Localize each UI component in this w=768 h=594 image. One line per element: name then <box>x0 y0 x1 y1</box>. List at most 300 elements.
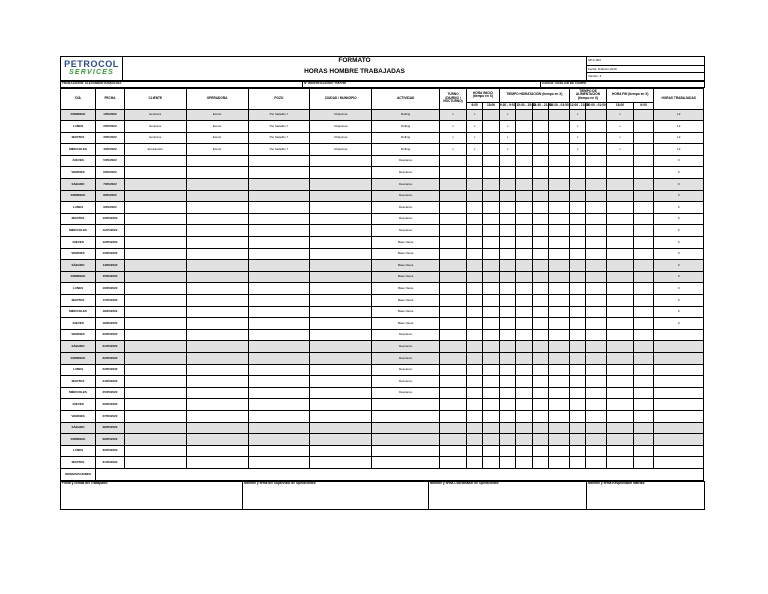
cell-hi2[interactable] <box>483 387 499 399</box>
cell-operadora[interactable] <box>186 410 248 422</box>
cell-hi2[interactable] <box>483 376 499 388</box>
cell-hi2[interactable] <box>483 225 499 237</box>
cell-ta2[interactable] <box>586 225 607 237</box>
cell-ta2[interactable] <box>586 179 607 191</box>
cell-turno[interactable] <box>440 167 467 179</box>
cell-operadora[interactable] <box>186 352 248 364</box>
cell-th2[interactable] <box>516 422 532 434</box>
cell-operadora[interactable] <box>186 283 248 295</box>
cell-th3[interactable] <box>532 457 548 469</box>
cell-hf1[interactable] <box>607 179 634 191</box>
cell-actividad[interactable]: Descanso <box>372 329 440 341</box>
cell-hf2[interactable] <box>633 329 654 341</box>
cell-th3[interactable] <box>532 410 548 422</box>
cell-ciudad[interactable] <box>310 248 372 260</box>
cell-turno[interactable] <box>440 445 467 457</box>
cell-hi1[interactable] <box>466 410 482 422</box>
cell-th1[interactable] <box>499 318 515 330</box>
cell-hf1[interactable] <box>607 352 634 364</box>
cell-turno[interactable] <box>440 434 467 446</box>
cell-pozo[interactable]: Pto Saladito 7 <box>248 132 310 144</box>
cell-actividad[interactable]: Rolling <box>372 109 440 121</box>
cell-th3[interactable] <box>532 225 548 237</box>
cell-hf1[interactable] <box>607 271 634 283</box>
cell-pozo[interactable] <box>248 422 310 434</box>
cell-hf2[interactable] <box>633 155 654 167</box>
cell-horas[interactable]: 0 <box>654 179 704 191</box>
cell-ciudad[interactable] <box>310 364 372 376</box>
cell-turno[interactable] <box>440 410 467 422</box>
cell-th1[interactable] <box>499 295 515 307</box>
cell-hf1[interactable] <box>607 329 634 341</box>
cell-pozo[interactable] <box>248 260 310 272</box>
cell-hf2[interactable] <box>633 283 654 295</box>
cell-th4[interactable] <box>549 283 570 295</box>
cell-turno[interactable] <box>440 237 467 249</box>
cell-pozo[interactable] <box>248 434 310 446</box>
cell-hi1[interactable] <box>466 445 482 457</box>
cell-hf1[interactable] <box>607 190 634 202</box>
cell-ta2[interactable] <box>586 283 607 295</box>
cell-hf1[interactable] <box>607 283 634 295</box>
cell-th4[interactable] <box>549 376 570 388</box>
cell-hf1[interactable]: x <box>607 132 634 144</box>
cell-hi2[interactable] <box>483 144 499 156</box>
cell-actividad[interactable]: Base Neiva <box>372 260 440 272</box>
cell-ta2[interactable] <box>586 329 607 341</box>
cell-th3[interactable] <box>532 155 548 167</box>
cell-cliente[interactable] <box>124 283 186 295</box>
cell-hf1[interactable]: x <box>607 121 634 133</box>
cell-pozo[interactable] <box>248 225 310 237</box>
cell-horas[interactable] <box>654 410 704 422</box>
cell-pozo[interactable] <box>248 283 310 295</box>
cell-actividad[interactable]: Descanso <box>372 387 440 399</box>
cell-th3[interactable] <box>532 213 548 225</box>
cell-operadora[interactable] <box>186 376 248 388</box>
cell-hi2[interactable] <box>483 248 499 260</box>
cell-th2[interactable] <box>516 155 532 167</box>
cell-operadora[interactable] <box>186 399 248 411</box>
cell-th2[interactable] <box>516 295 532 307</box>
cell-horas[interactable] <box>654 364 704 376</box>
cell-turno[interactable] <box>440 283 467 295</box>
cell-horas[interactable]: 12 <box>654 132 704 144</box>
cell-hf2[interactable] <box>633 434 654 446</box>
cell-th3[interactable] <box>532 202 548 214</box>
cell-hi2[interactable] <box>483 179 499 191</box>
cell-th1[interactable] <box>499 283 515 295</box>
cell-turno[interactable] <box>440 179 467 191</box>
cell-turno[interactable] <box>440 213 467 225</box>
cell-turno[interactable] <box>440 225 467 237</box>
cell-ta2[interactable] <box>586 318 607 330</box>
cell-th2[interactable] <box>516 399 532 411</box>
cell-ciudad[interactable]: Chiquinué <box>310 144 372 156</box>
cell-hi1[interactable] <box>466 237 482 249</box>
cell-th2[interactable] <box>516 445 532 457</box>
cell-th4[interactable] <box>549 179 570 191</box>
cell-hi2[interactable] <box>483 213 499 225</box>
cell-th2[interactable] <box>516 213 532 225</box>
cell-turno[interactable] <box>440 248 467 260</box>
cell-operadora[interactable] <box>186 306 248 318</box>
cell-horas[interactable]: 12 <box>654 109 704 121</box>
cell-hi2[interactable] <box>483 237 499 249</box>
cell-cliente[interactable] <box>124 445 186 457</box>
cell-hf2[interactable] <box>633 213 654 225</box>
cell-actividad[interactable]: Rolling <box>372 121 440 133</box>
cell-hf1[interactable]: x <box>607 144 634 156</box>
cell-hi2[interactable] <box>483 329 499 341</box>
cell-th4[interactable] <box>549 387 570 399</box>
cell-th2[interactable] <box>516 237 532 249</box>
cell-actividad[interactable]: Base Neiva <box>372 306 440 318</box>
cell-ciudad[interactable] <box>310 352 372 364</box>
cell-cliente[interactable] <box>124 202 186 214</box>
cell-pozo[interactable] <box>248 271 310 283</box>
cell-horas[interactable]: 0 <box>654 225 704 237</box>
cell-ta1[interactable] <box>569 295 585 307</box>
cell-ciudad[interactable] <box>310 341 372 353</box>
cell-th3[interactable] <box>532 237 548 249</box>
cell-ta2[interactable] <box>586 144 607 156</box>
cell-actividad[interactable]: Descanso <box>372 190 440 202</box>
cell-th4[interactable] <box>549 399 570 411</box>
cell-th1[interactable] <box>499 376 515 388</box>
cell-hf1[interactable] <box>607 318 634 330</box>
cell-turno[interactable] <box>440 295 467 307</box>
cell-hf1[interactable] <box>607 306 634 318</box>
cell-hi1[interactable] <box>466 155 482 167</box>
cell-th3[interactable] <box>532 179 548 191</box>
cell-ciudad[interactable] <box>310 306 372 318</box>
cell-th2[interactable] <box>516 202 532 214</box>
cell-th3[interactable] <box>532 352 548 364</box>
cell-ta1[interactable] <box>569 179 585 191</box>
cell-pozo[interactable] <box>248 364 310 376</box>
cell-hi1[interactable] <box>466 306 482 318</box>
cell-th2[interactable] <box>516 190 532 202</box>
cell-pozo[interactable]: Pto Saladito 7 <box>248 144 310 156</box>
cell-hf2[interactable] <box>633 422 654 434</box>
cell-operadora[interactable]: Ecoris <box>186 121 248 133</box>
cell-hf2[interactable] <box>633 364 654 376</box>
cell-hf2[interactable] <box>633 121 654 133</box>
cell-actividad[interactable]: Descanso <box>372 225 440 237</box>
cell-actividad[interactable]: Descanso <box>372 202 440 214</box>
cell-hf2[interactable] <box>633 109 654 121</box>
cell-cliente[interactable] <box>124 364 186 376</box>
cell-ta1[interactable]: x <box>569 121 585 133</box>
cell-operadora[interactable] <box>186 260 248 272</box>
cell-ta2[interactable] <box>586 271 607 283</box>
cell-ta2[interactable] <box>586 213 607 225</box>
cell-hf2[interactable] <box>633 202 654 214</box>
cell-ciudad[interactable] <box>310 213 372 225</box>
cell-operadora[interactable] <box>186 167 248 179</box>
cell-operadora[interactable] <box>186 329 248 341</box>
cell-cliente[interactable] <box>124 190 186 202</box>
cell-horas[interactable] <box>654 376 704 388</box>
cell-horas[interactable]: 0 <box>654 318 704 330</box>
cell-operadora[interactable] <box>186 364 248 376</box>
cell-ta1[interactable] <box>569 422 585 434</box>
cell-ta2[interactable] <box>586 399 607 411</box>
cell-th2[interactable] <box>516 364 532 376</box>
cell-cliente[interactable] <box>124 376 186 388</box>
cell-cliente[interactable] <box>124 271 186 283</box>
cell-pozo[interactable] <box>248 167 310 179</box>
cell-turno[interactable]: x <box>440 121 467 133</box>
cell-th2[interactable] <box>516 341 532 353</box>
cell-operadora[interactable] <box>186 213 248 225</box>
cell-hi2[interactable] <box>483 295 499 307</box>
cell-ta2[interactable] <box>586 121 607 133</box>
cell-ta2[interactable] <box>586 306 607 318</box>
cell-horas[interactable]: 0 <box>654 190 704 202</box>
cell-th2[interactable] <box>516 109 532 121</box>
cell-actividad[interactable] <box>372 457 440 469</box>
cell-th3[interactable] <box>532 329 548 341</box>
cell-ta1[interactable] <box>569 248 585 260</box>
cell-ta2[interactable] <box>586 167 607 179</box>
cell-ciudad[interactable] <box>310 271 372 283</box>
cell-th3[interactable] <box>532 144 548 156</box>
cell-hi2[interactable] <box>483 306 499 318</box>
cell-th2[interactable] <box>516 121 532 133</box>
cell-th3[interactable] <box>532 295 548 307</box>
cell-horas[interactable]: 0 <box>654 283 704 295</box>
cell-hi2[interactable] <box>483 352 499 364</box>
cell-ta2[interactable] <box>586 387 607 399</box>
cell-cliente[interactable]: Ecotrans <box>124 121 186 133</box>
cell-hi2[interactable] <box>483 283 499 295</box>
cell-th2[interactable] <box>516 225 532 237</box>
cell-pozo[interactable] <box>248 248 310 260</box>
cell-th1[interactable] <box>499 155 515 167</box>
cell-horas[interactable] <box>654 341 704 353</box>
cell-horas[interactable] <box>654 352 704 364</box>
cell-th4[interactable] <box>549 202 570 214</box>
cell-pozo[interactable] <box>248 341 310 353</box>
cell-ta1[interactable] <box>569 213 585 225</box>
cell-horas[interactable]: 0 <box>654 237 704 249</box>
cell-actividad[interactable]: Rolling <box>372 132 440 144</box>
cell-pozo[interactable]: Pto Saladito 7 <box>248 109 310 121</box>
cell-horas[interactable]: 0 <box>654 306 704 318</box>
cell-ta2[interactable] <box>586 237 607 249</box>
cell-th3[interactable] <box>532 445 548 457</box>
cell-th4[interactable] <box>549 132 570 144</box>
cell-actividad[interactable]: Rolling <box>372 144 440 156</box>
cell-th3[interactable] <box>532 318 548 330</box>
cell-th2[interactable] <box>516 248 532 260</box>
cell-hi2[interactable] <box>483 445 499 457</box>
cell-th2[interactable] <box>516 167 532 179</box>
cell-ta1[interactable] <box>569 225 585 237</box>
cell-actividad[interactable] <box>372 445 440 457</box>
cell-turno[interactable] <box>440 318 467 330</box>
cell-ta1[interactable] <box>569 399 585 411</box>
cell-hf2[interactable] <box>633 132 654 144</box>
cell-ciudad[interactable] <box>310 155 372 167</box>
cell-actividad[interactable]: Descanso <box>372 167 440 179</box>
cell-th4[interactable] <box>549 445 570 457</box>
cell-ciudad[interactable] <box>310 190 372 202</box>
cell-ta1[interactable] <box>569 341 585 353</box>
cell-ta1[interactable] <box>569 445 585 457</box>
cell-pozo[interactable]: Pto Saladito 7 <box>248 121 310 133</box>
cell-actividad[interactable] <box>372 410 440 422</box>
cell-operadora[interactable] <box>186 202 248 214</box>
cell-ciudad[interactable] <box>310 167 372 179</box>
cell-turno[interactable] <box>440 364 467 376</box>
cell-turno[interactable] <box>440 260 467 272</box>
cell-hi2[interactable] <box>483 167 499 179</box>
cell-th4[interactable] <box>549 295 570 307</box>
cell-th1[interactable] <box>499 260 515 272</box>
cell-pozo[interactable] <box>248 295 310 307</box>
cell-hf2[interactable] <box>633 457 654 469</box>
cell-cliente[interactable]: Ecotransfer <box>124 144 186 156</box>
cell-th1[interactable]: x <box>499 144 515 156</box>
cell-th3[interactable] <box>532 364 548 376</box>
cell-th2[interactable] <box>516 306 532 318</box>
cell-hf1[interactable] <box>607 260 634 272</box>
cell-th3[interactable] <box>532 387 548 399</box>
cell-cliente[interactable] <box>124 225 186 237</box>
cell-th4[interactable] <box>549 237 570 249</box>
cell-cliente[interactable] <box>124 167 186 179</box>
cell-th1[interactable] <box>499 434 515 446</box>
cell-hf2[interactable] <box>633 225 654 237</box>
cell-hi1[interactable] <box>466 329 482 341</box>
cell-ta1[interactable] <box>569 155 585 167</box>
cell-operadora[interactable] <box>186 271 248 283</box>
cell-hf2[interactable] <box>633 167 654 179</box>
cell-ta1[interactable] <box>569 283 585 295</box>
cell-hi1[interactable] <box>466 422 482 434</box>
cell-ta1[interactable]: x <box>569 132 585 144</box>
cell-hf2[interactable] <box>633 387 654 399</box>
cell-th2[interactable] <box>516 434 532 446</box>
cell-operadora[interactable] <box>186 434 248 446</box>
cell-th1[interactable]: x <box>499 132 515 144</box>
cell-hi1[interactable] <box>466 167 482 179</box>
cell-turno[interactable] <box>440 155 467 167</box>
cell-th4[interactable] <box>549 306 570 318</box>
cell-hi1[interactable] <box>466 271 482 283</box>
cell-horas[interactable]: 0 <box>654 213 704 225</box>
cell-ciudad[interactable] <box>310 283 372 295</box>
cell-pozo[interactable] <box>248 306 310 318</box>
cell-pozo[interactable] <box>248 376 310 388</box>
cell-hf2[interactable] <box>633 445 654 457</box>
cell-cliente[interactable] <box>124 237 186 249</box>
cell-hf1[interactable] <box>607 155 634 167</box>
cell-hi1[interactable] <box>466 457 482 469</box>
cell-th4[interactable] <box>549 260 570 272</box>
cell-cliente[interactable]: Ecotrans <box>124 132 186 144</box>
cell-ta1[interactable] <box>569 260 585 272</box>
cell-hf2[interactable] <box>633 271 654 283</box>
cell-ta2[interactable] <box>586 295 607 307</box>
cell-actividad[interactable]: Base Neiva <box>372 283 440 295</box>
cell-hi1[interactable]: x <box>466 132 482 144</box>
cell-operadora[interactable] <box>186 387 248 399</box>
cell-operadora[interactable] <box>186 341 248 353</box>
cell-turno[interactable]: x <box>440 109 467 121</box>
cell-hf1[interactable] <box>607 202 634 214</box>
cell-ta2[interactable] <box>586 190 607 202</box>
cell-turno[interactable] <box>440 376 467 388</box>
cell-actividad[interactable] <box>372 422 440 434</box>
cell-hf2[interactable] <box>633 341 654 353</box>
cell-pozo[interactable] <box>248 445 310 457</box>
cell-hf1[interactable] <box>607 295 634 307</box>
cell-hi1[interactable] <box>466 364 482 376</box>
cell-cliente[interactable] <box>124 318 186 330</box>
cell-ta2[interactable] <box>586 364 607 376</box>
cell-ciudad[interactable]: Chiquinué <box>310 132 372 144</box>
cell-horas[interactable]: 0 <box>654 248 704 260</box>
cell-th1[interactable] <box>499 399 515 411</box>
cell-th2[interactable] <box>516 132 532 144</box>
cell-th3[interactable] <box>532 248 548 260</box>
cell-actividad[interactable]: Descanso <box>372 155 440 167</box>
cell-hi2[interactable] <box>483 190 499 202</box>
cell-ciudad[interactable] <box>310 318 372 330</box>
cell-actividad[interactable]: Base Neiva <box>372 318 440 330</box>
cell-horas[interactable]: 0 <box>654 295 704 307</box>
cell-th1[interactable] <box>499 329 515 341</box>
cell-hi2[interactable] <box>483 422 499 434</box>
cell-turno[interactable] <box>440 422 467 434</box>
cell-hf2[interactable] <box>633 248 654 260</box>
cell-ciudad[interactable] <box>310 457 372 469</box>
cell-operadora[interactable]: Ecoris <box>186 132 248 144</box>
cell-ta2[interactable] <box>586 410 607 422</box>
cell-th4[interactable] <box>549 213 570 225</box>
cell-ta1[interactable] <box>569 190 585 202</box>
cell-th4[interactable] <box>549 457 570 469</box>
cell-cliente[interactable] <box>124 410 186 422</box>
cell-cliente[interactable] <box>124 341 186 353</box>
cell-th3[interactable] <box>532 399 548 411</box>
cell-hf2[interactable] <box>633 179 654 191</box>
cell-actividad[interactable]: Base Neiva <box>372 271 440 283</box>
cell-hi2[interactable] <box>483 364 499 376</box>
cell-ciudad[interactable] <box>310 237 372 249</box>
cell-operadora[interactable] <box>186 179 248 191</box>
cell-ta1[interactable] <box>569 434 585 446</box>
cell-hf1[interactable] <box>607 457 634 469</box>
cell-horas[interactable]: 12 <box>654 144 704 156</box>
cell-ta1[interactable] <box>569 167 585 179</box>
cell-ciudad[interactable] <box>310 399 372 411</box>
cell-operadora[interactable] <box>186 445 248 457</box>
cell-hf2[interactable] <box>633 352 654 364</box>
cell-hi2[interactable] <box>483 121 499 133</box>
cell-operadora[interactable]: Ecoris <box>186 109 248 121</box>
cell-hi2[interactable] <box>483 434 499 446</box>
cell-ta2[interactable] <box>586 434 607 446</box>
cell-ciudad[interactable] <box>310 225 372 237</box>
cell-th1[interactable] <box>499 387 515 399</box>
cell-turno[interactable] <box>440 271 467 283</box>
cell-hi2[interactable] <box>483 341 499 353</box>
